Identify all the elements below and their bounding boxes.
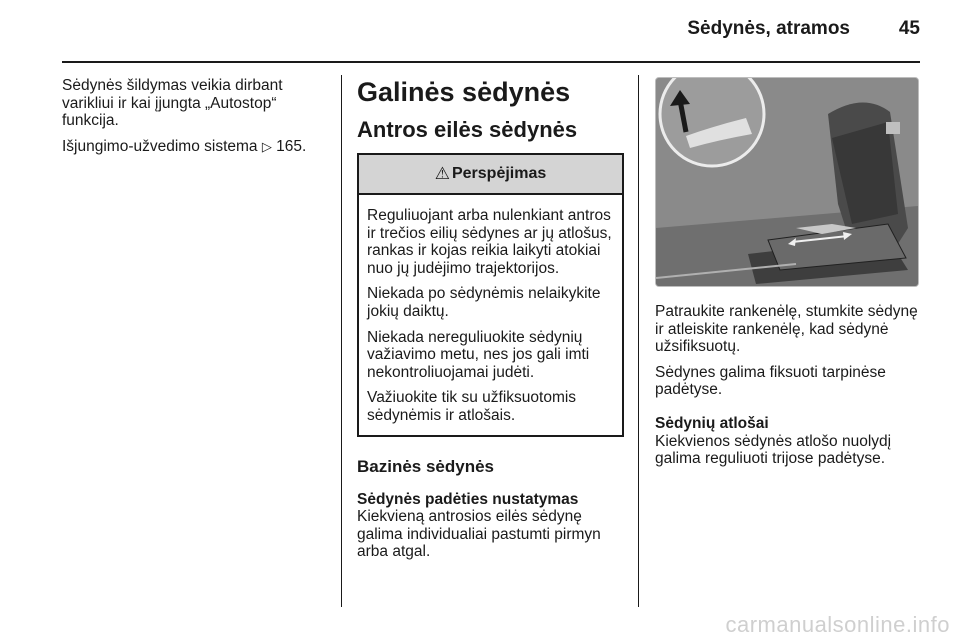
stop-start-reference[interactable] (62, 138, 324, 156)
seat-adjustment-illustration (655, 77, 919, 287)
backrest-text: Kiekvienos sėdynės atlošo nuolydį galima reguliuoti trijose padėtyse. (655, 432, 892, 468)
seat-position-heading: Sėdynės padėties nustatymas (357, 490, 579, 508)
warning-title: Perspėjimas (451, 165, 547, 183)
warning-paragraph: Reguliuojant arba nulenkiant antros ir trečios eilių sėdynes ar jų atlošus, rankas ir kojas reikia laikyti atokiai nuo jų judėjimo trajektorijos. (367, 207, 612, 277)
warning-triangle-icon: ⚠ (434, 164, 450, 184)
reference-page: 165. (271, 137, 307, 155)
column-divider-left (341, 75, 342, 607)
watermark: carmanualsonline.info (725, 612, 950, 637)
warning-body (359, 195, 622, 435)
ref-arrow-icon: ▷ (261, 138, 272, 154)
left-column (62, 77, 324, 163)
instruction-paragraph: Patraukite rankenėlę, stumkite sėdynę ir atleiskite rankenėlę, kad sėdynė užsifiksuotų. (655, 303, 918, 356)
right-column (655, 77, 920, 476)
intermediate-positions-paragraph: Sėdynes galima fiksuoti tarpinėse padėtyse. (655, 363, 886, 399)
backrest-heading: Sėdynių atlošai (655, 414, 769, 432)
page-header-title: Sėdynės, atramos (687, 18, 850, 39)
column-divider-right (638, 75, 639, 607)
basic-seats-heading: Bazinės sėdynės (357, 456, 495, 476)
reference-label: Išjungimo-užvedimo sistema (62, 137, 262, 155)
header-divider (62, 61, 920, 63)
warning-paragraph: Niekada po sėdynėmis nelaikykite jokių daiktų. (367, 285, 601, 320)
seat-heating-paragraph: Sėdynės šildymas veikia dirbant varikliui ir kai įjungta „Autostop“ funkcija. (62, 77, 283, 130)
middle-column (357, 77, 622, 569)
warning-paragraph: Važiuokite tik su užfiksuotomis sėdynėmis ir atlošais. (367, 389, 577, 424)
warning-header (359, 155, 622, 195)
seat-position-text: Kiekvieną antrosios eilės sėdynę galima individualiai pastumti pirmyn arba atgal. (357, 508, 601, 561)
page-number: 45 (898, 18, 920, 39)
warning-paragraph: Niekada nereguliuokite sėdynių važiavimo metu, nes jos gali imti nekontroliuojamai judėti. (367, 328, 590, 381)
warning-box (357, 153, 624, 437)
section-title: Galinės sėdynės (357, 77, 571, 107)
section-subtitle: Antros eilės sėdynės (357, 117, 578, 142)
